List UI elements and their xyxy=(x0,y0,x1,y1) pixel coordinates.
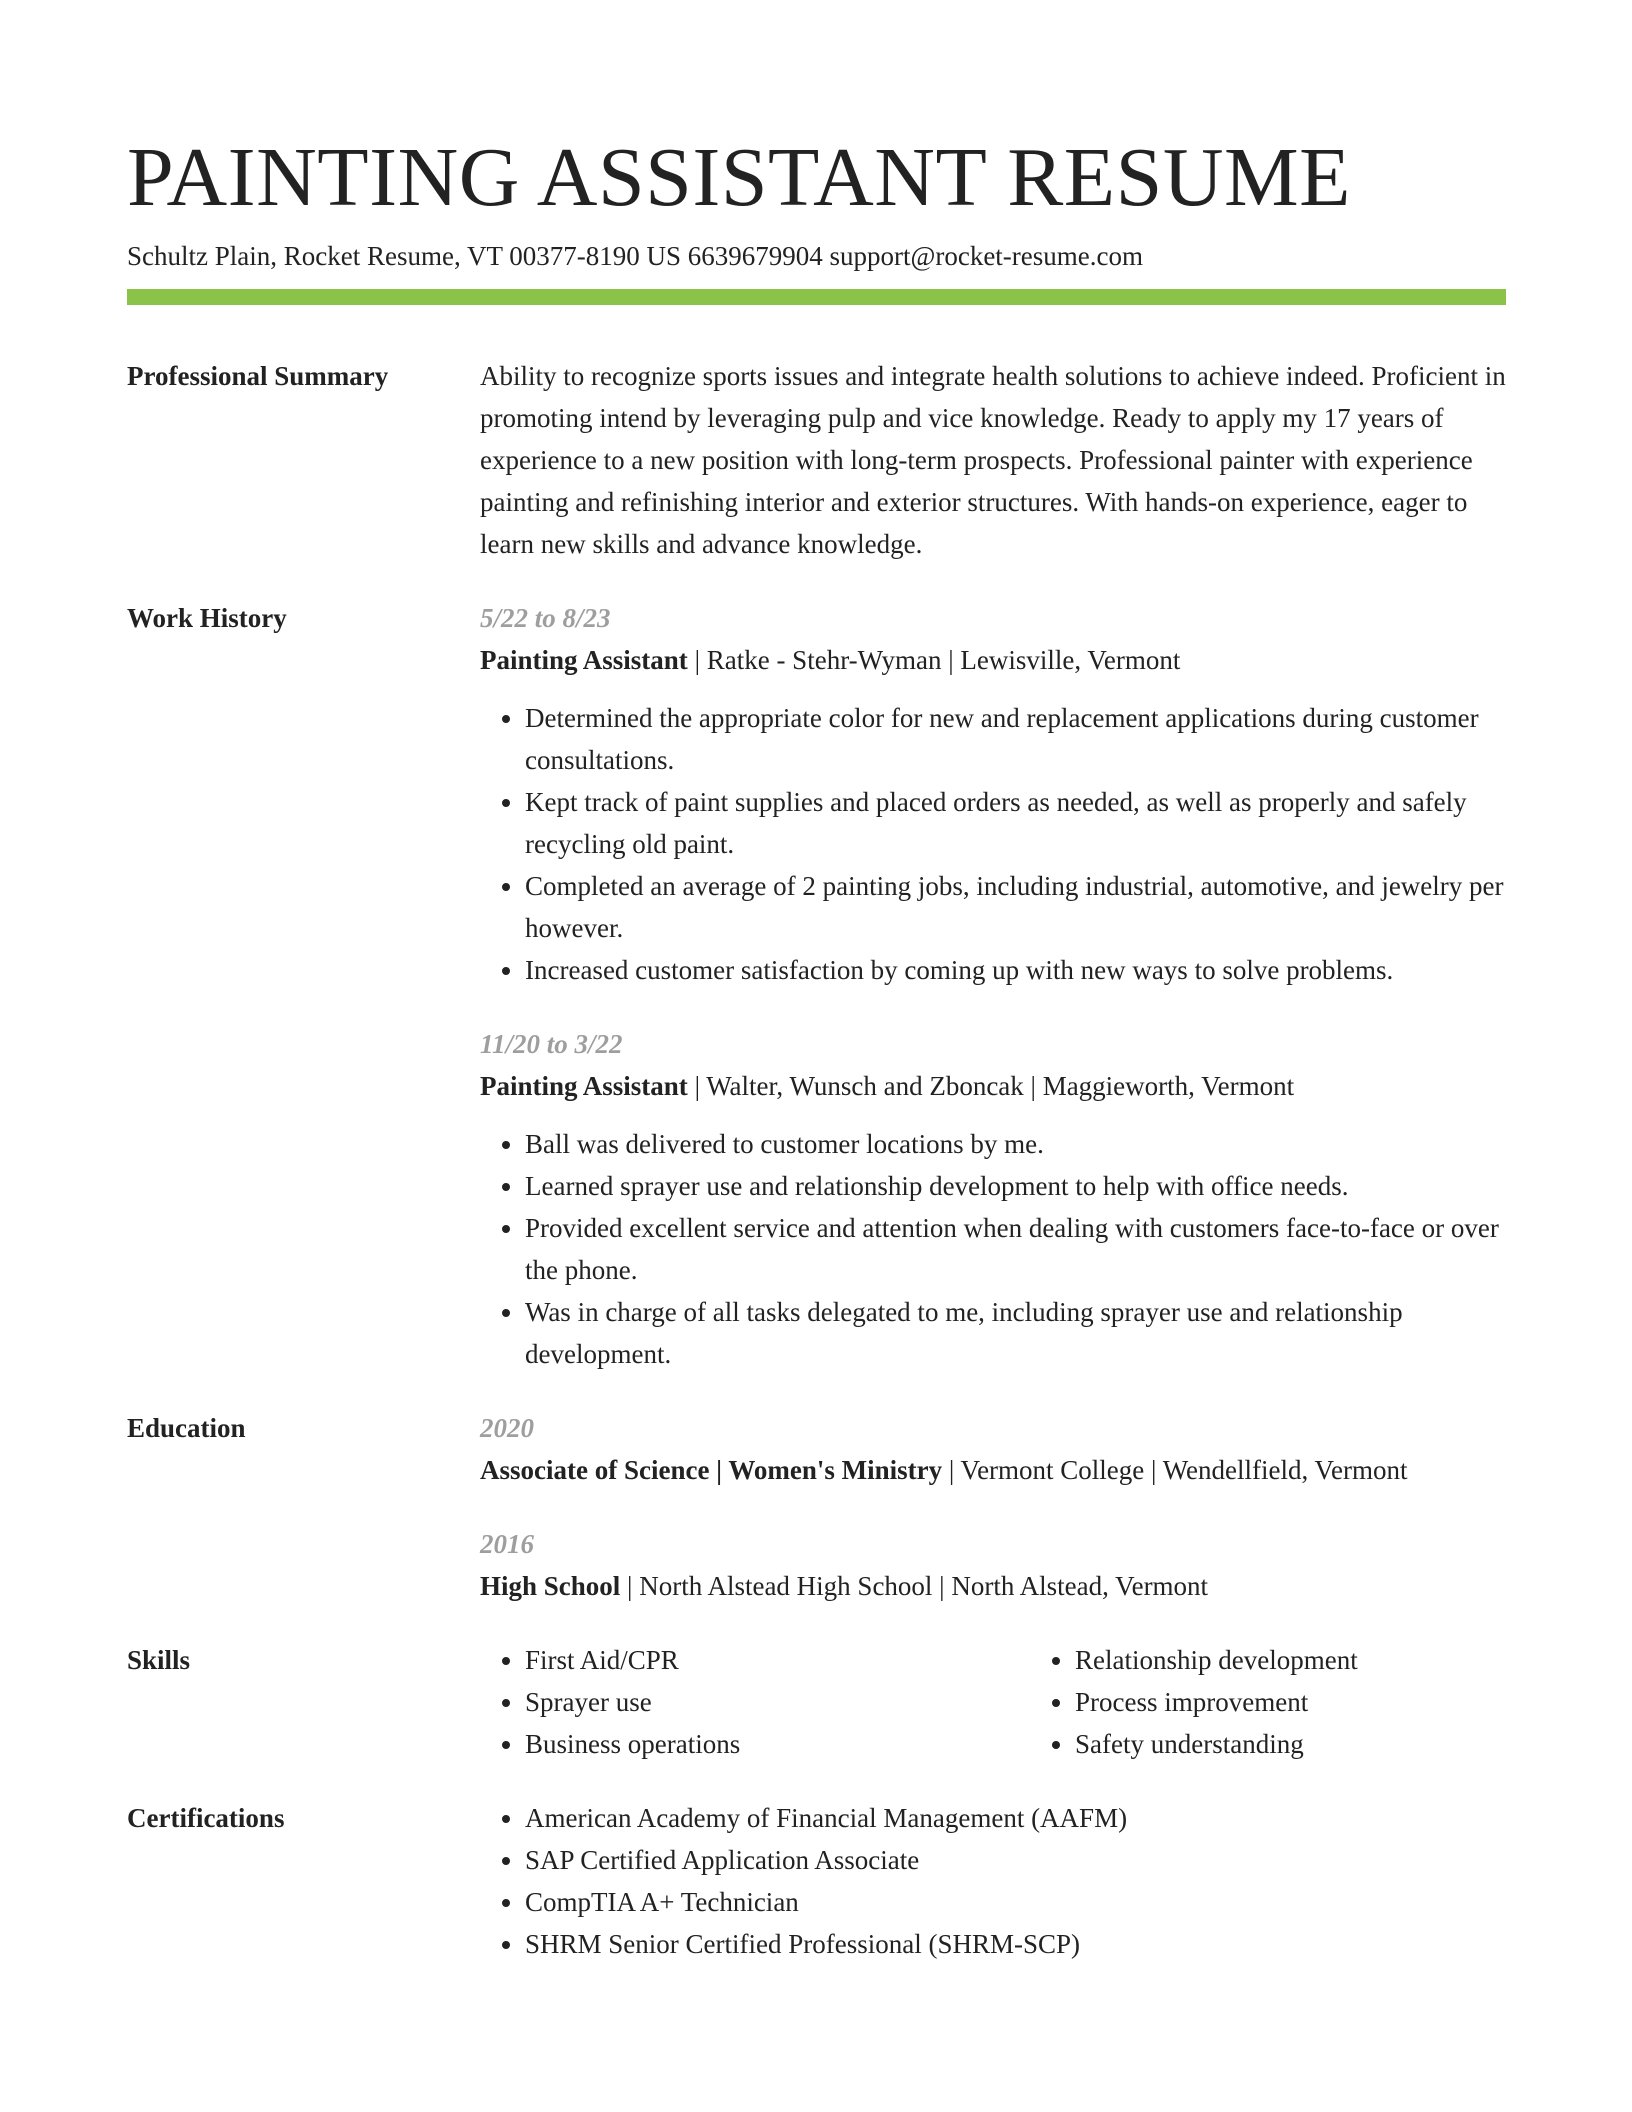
list-item: • Determined the appropriate color for new and replacement applications during customer consultations. xyxy=(525,697,1506,781)
job-bullets xyxy=(480,1123,1506,1375)
list-item: • SHRM Senior Certified Professional (SHRM-SCP) xyxy=(525,1923,1506,1965)
list-item: • Was in charge of all tasks delegated to me, including sprayer use and relationship development. xyxy=(525,1291,1506,1375)
section-label: Skills xyxy=(127,1645,191,1675)
list-item: • Kept track of paint supplies and placed orders as needed, as well as properly and safely recycling old paint. xyxy=(525,781,1506,865)
section-label: Work History xyxy=(127,603,287,633)
education-details: | North Alstead High School | North Alstead, Vermont xyxy=(620,1571,1209,1601)
list-item: • Completed an average of 2 painting jobs, including industrial, automotive, and jewelry per however. xyxy=(525,865,1506,949)
job-title: Painting Assistant xyxy=(480,1071,688,1101)
job-details: | Ratke - Stehr-Wyman | Lewisville, Vermont xyxy=(687,645,1181,675)
summary-section xyxy=(127,355,1506,565)
job-title: Painting Assistant xyxy=(480,645,688,675)
list-item: • Safety understanding xyxy=(1075,1723,1580,1765)
education-date: 2020 xyxy=(480,1413,534,1443)
section-label: Education xyxy=(127,1413,246,1443)
job-heading xyxy=(480,639,1506,681)
work-history-content xyxy=(480,597,1506,1375)
skills-section xyxy=(127,1639,1506,1765)
accent-divider xyxy=(127,289,1506,305)
list-item: • Provided excellent service and attention when dealing with customers face-to-face or over the phone. xyxy=(525,1207,1506,1291)
certifications-section xyxy=(127,1797,1506,1965)
section-label: Professional Summary xyxy=(127,361,389,391)
certifications-list xyxy=(480,1797,1506,1965)
contact-line: Schultz Plain, Rocket Resume, VT 00377-8190 US 6639679904 support@rocket-resume.com xyxy=(127,241,1143,271)
list-item: • Sprayer use xyxy=(525,1681,1030,1723)
degree-title: High School xyxy=(480,1571,621,1601)
resume-title: PAINTING ASSISTANT RESUME xyxy=(127,131,1351,224)
work-history-section xyxy=(127,597,1506,1375)
list-item: • Learned sprayer use and relationship development to help with office needs. xyxy=(525,1165,1506,1207)
list-item: • CompTIA A+ Technician xyxy=(525,1881,1506,1923)
job-entry xyxy=(480,597,1506,991)
skills-column xyxy=(1030,1639,1580,1765)
education-entry xyxy=(480,1523,1506,1607)
job-date: 5/22 to 8/23 xyxy=(480,603,611,633)
education-details: | Vermont College | Wendellfield, Vermont xyxy=(942,1455,1408,1485)
education-heading xyxy=(480,1449,1506,1491)
education-date: 2016 xyxy=(480,1529,534,1559)
list-item: • Ball was delivered to customer locations by me. xyxy=(525,1123,1506,1165)
degree-title: Associate of Science | Women's Ministry xyxy=(480,1455,943,1485)
education-heading xyxy=(480,1565,1506,1607)
skills-column xyxy=(480,1639,1030,1765)
education-section xyxy=(127,1407,1506,1607)
list-item: • First Aid/CPR xyxy=(525,1639,1030,1681)
job-heading xyxy=(480,1065,1506,1107)
summary-text: Ability to recognize sports issues and integrate health solutions to achieve indeed. Proficient in promoting intend by leveraging pulp and vice knowledge. Ready to apply my 17 years of experience to a new position with long-term prospects. Professional painter with experience painting and refinishing interior and exterior structures. With hands-on experience, eager to learn new skills and advance knowledge. xyxy=(480,361,1506,559)
job-bullets xyxy=(480,697,1506,991)
list-item: • Relationship development xyxy=(1075,1639,1580,1681)
list-item: • Business operations xyxy=(525,1723,1030,1765)
job-date: 11/20 to 3/22 xyxy=(480,1029,623,1059)
job-entry xyxy=(480,1023,1506,1375)
list-item: • SAP Certified Application Associate xyxy=(525,1839,1506,1881)
skills-content xyxy=(480,1639,1580,1765)
job-details: | Walter, Wunsch and Zboncak | Maggieworth, Vermont xyxy=(687,1071,1295,1101)
list-item: • Increased customer satisfaction by coming up with new ways to solve problems. xyxy=(525,949,1506,991)
list-item: • Process improvement xyxy=(1075,1681,1580,1723)
education-entry xyxy=(480,1407,1506,1491)
list-item: • American Academy of Financial Management (AAFM) xyxy=(525,1797,1506,1839)
education-content xyxy=(480,1407,1506,1607)
section-label: Certifications xyxy=(127,1803,285,1833)
certifications-content xyxy=(480,1797,1506,1965)
